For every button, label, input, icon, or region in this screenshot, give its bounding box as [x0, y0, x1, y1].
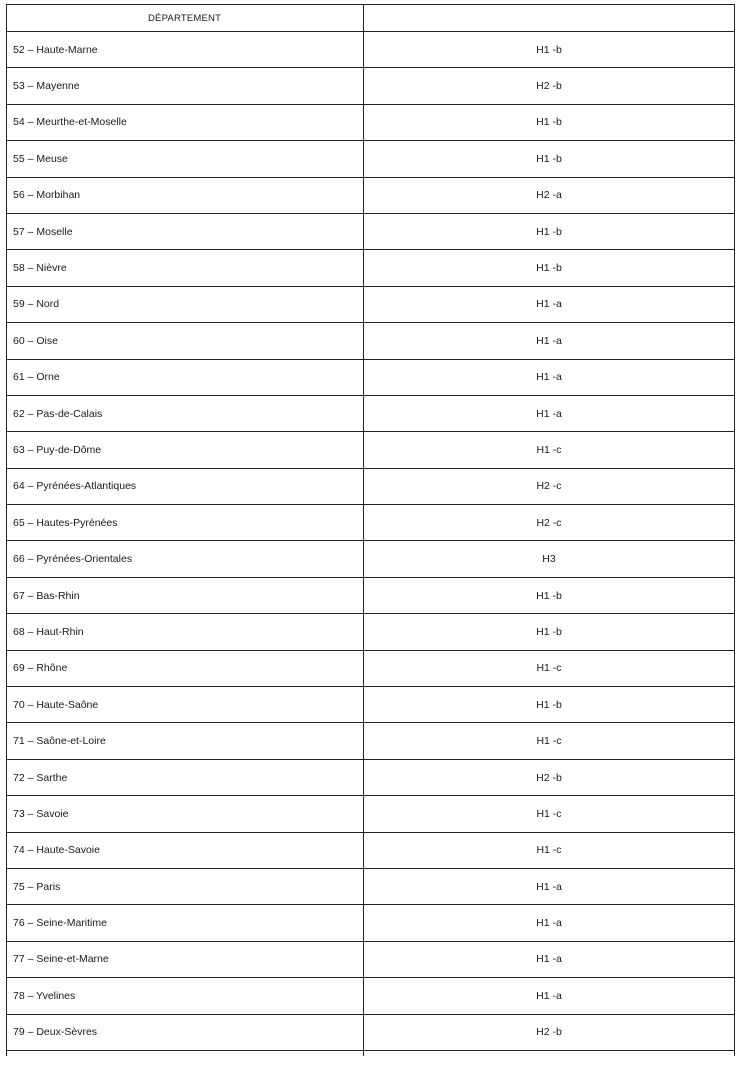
table-row [7, 614, 735, 650]
cell-zone: H2 -c [364, 505, 735, 541]
cell-zone: H1 -b [364, 614, 735, 650]
table-row [7, 323, 735, 359]
cell-zone: H1 -b [364, 250, 735, 286]
table-row [7, 868, 735, 904]
cell-zone: H2 -b [364, 1014, 735, 1050]
cell-departement: 65 – Hautes-Pyrénées [7, 505, 364, 541]
cell-departement: 63 – Puy-de-Dôme [7, 432, 364, 468]
cell-zone: H1 -a [364, 905, 735, 941]
climate-zone-table [6, 4, 735, 1056]
cell-departement: 59 – Nord [7, 286, 364, 322]
table-row [7, 468, 735, 504]
cell-zone: H1 -b [364, 687, 735, 723]
cell-departement: 76 – Seine-Maritime [7, 905, 364, 941]
cell-zone: H1 -a [364, 941, 735, 977]
cell-departement: 61 – Orne [7, 359, 364, 395]
cell-zone: H1 -a [364, 395, 735, 431]
cell-departement: 66 – Pyrénées-Orientales [7, 541, 364, 577]
cell-departement: 52 – Haute-Marne [7, 32, 364, 68]
cell-departement: 75 – Paris [7, 868, 364, 904]
cell-departement: 72 – Sarthe [7, 759, 364, 795]
cell-departement: 69 – Rhône [7, 650, 364, 686]
cell-zone: H2 -b [364, 68, 735, 104]
cell-zone: H2 -a [364, 177, 735, 213]
cell-departement: 58 – Nièvre [7, 250, 364, 286]
table-row [7, 141, 735, 177]
cell-zone: H1 -b [364, 32, 735, 68]
cell-departement: 57 – Moselle [7, 213, 364, 249]
table-row [7, 250, 735, 286]
cell-zone: H1 -a [364, 868, 735, 904]
cell-zone: H1 -b [364, 104, 735, 140]
table-row [7, 905, 735, 941]
table-row [7, 941, 735, 977]
table-row [7, 759, 735, 795]
cell-zone: H1 -c [364, 832, 735, 868]
cell-departement-empty [7, 1050, 364, 1056]
cell-zone-empty [364, 1050, 735, 1056]
table-row [7, 32, 735, 68]
cell-zone: H1 -a [364, 978, 735, 1014]
cell-departement: 67 – Bas-Rhin [7, 577, 364, 613]
table-row [7, 723, 735, 759]
table-body [7, 32, 735, 1056]
table-row-cut-off [7, 1050, 735, 1056]
cell-departement: 62 – Pas-de-Calais [7, 395, 364, 431]
cell-departement: 64 – Pyrénées-Atlantiques [7, 468, 364, 504]
table-row [7, 104, 735, 140]
cell-departement: 53 – Mayenne [7, 68, 364, 104]
header-zone [364, 5, 735, 32]
header-departement: DÉPARTEMENT [7, 5, 364, 32]
cell-zone: H1 -c [364, 650, 735, 686]
cell-zone: H1 -a [364, 359, 735, 395]
table-row [7, 68, 735, 104]
cell-zone: H1 -c [364, 723, 735, 759]
table-row [7, 432, 735, 468]
table-row [7, 213, 735, 249]
table-row [7, 687, 735, 723]
cell-departement: 70 – Haute-Saône [7, 687, 364, 723]
cell-departement: 74 – Haute-Savoie [7, 832, 364, 868]
table-row [7, 359, 735, 395]
table-row [7, 832, 735, 868]
table-row [7, 286, 735, 322]
cell-departement: 71 – Saône-et-Loire [7, 723, 364, 759]
cell-zone: H1 -b [364, 577, 735, 613]
cell-zone: H1 -a [364, 323, 735, 359]
cell-departement: 79 – Deux-Sèvres [7, 1014, 364, 1050]
cell-departement: 78 – Yvelines [7, 978, 364, 1014]
cell-zone: H1 -a [364, 286, 735, 322]
table-row [7, 796, 735, 832]
cell-zone: H1 -c [364, 432, 735, 468]
cell-zone: H1 -b [364, 141, 735, 177]
table-header-row [7, 5, 735, 32]
cell-zone: H2 -b [364, 759, 735, 795]
table-row [7, 395, 735, 431]
document-page [6, 4, 734, 1056]
cell-departement: 60 – Oise [7, 323, 364, 359]
cell-zone: H3 [364, 541, 735, 577]
cell-zone: H2 -c [364, 468, 735, 504]
table-row [7, 505, 735, 541]
cell-departement: 73 – Savoie [7, 796, 364, 832]
cell-zone: H1 -c [364, 796, 735, 832]
table-row [7, 541, 735, 577]
cell-departement: 77 – Seine-et-Marne [7, 941, 364, 977]
table-row [7, 650, 735, 686]
cell-departement: 56 – Morbihan [7, 177, 364, 213]
table-row [7, 978, 735, 1014]
cell-departement: 55 – Meuse [7, 141, 364, 177]
table-row [7, 1014, 735, 1050]
cell-departement: 54 – Meurthe-et-Moselle [7, 104, 364, 140]
cell-zone: H1 -b [364, 213, 735, 249]
table-row [7, 577, 735, 613]
table-row [7, 177, 735, 213]
cell-departement: 68 – Haut-Rhin [7, 614, 364, 650]
